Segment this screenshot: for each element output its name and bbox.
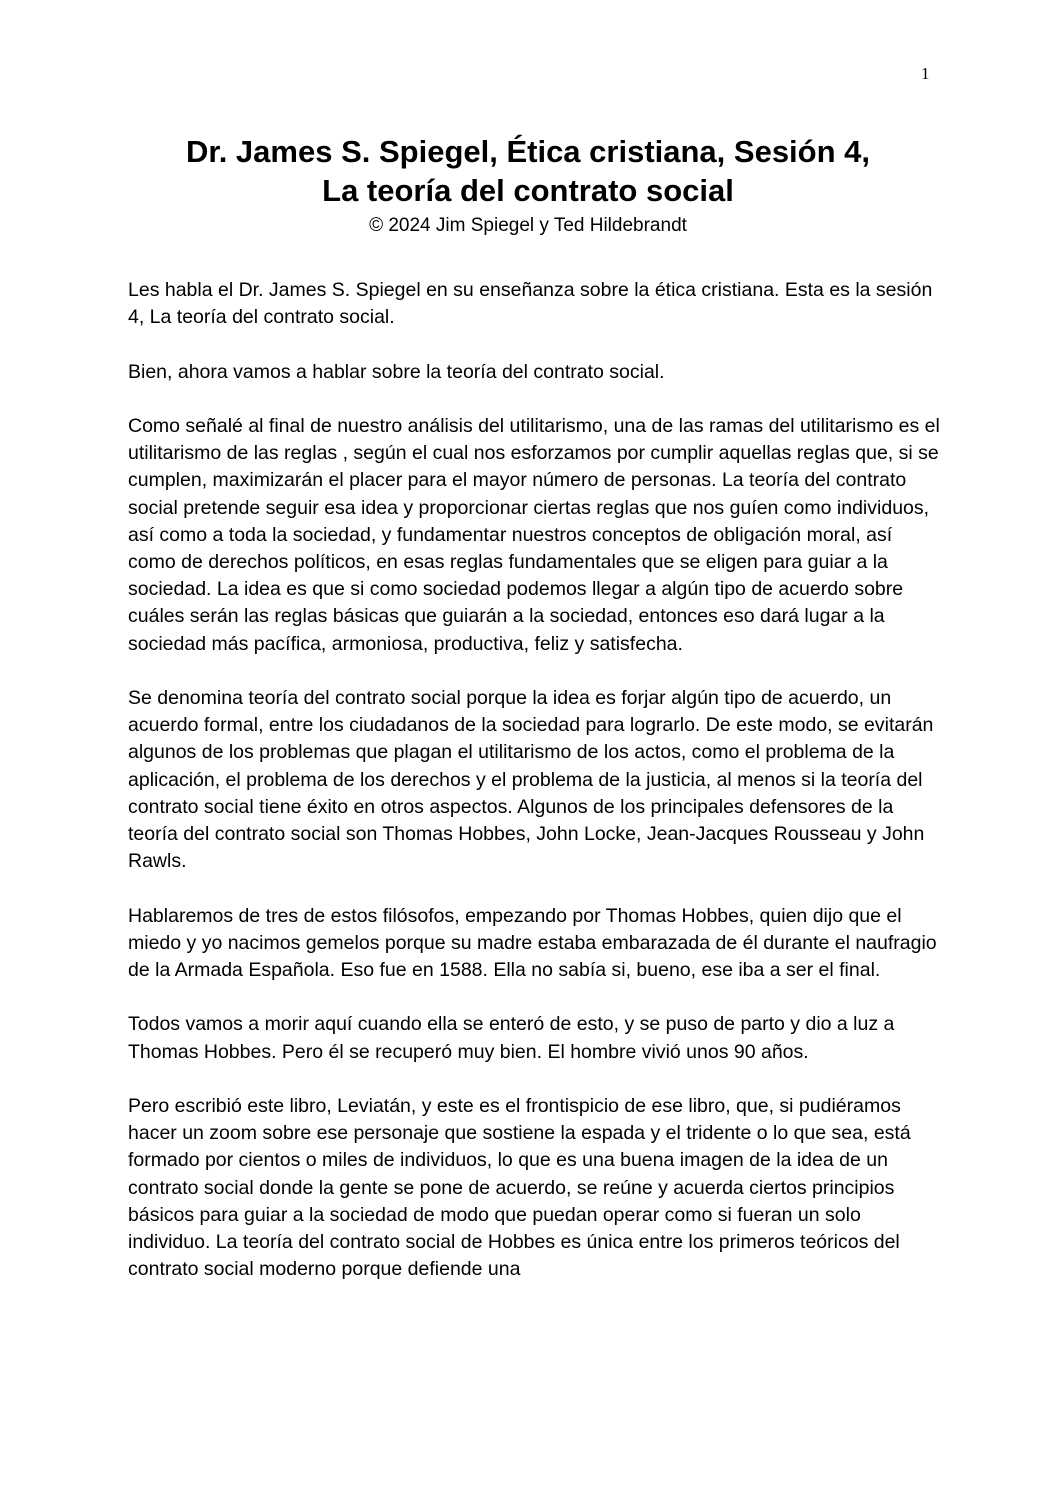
paragraph-intro: Les habla el Dr. James S. Spiegel en su enseñanza sobre la ética cristiana. Esta es la sesión 4, La teoría del contrato social. — [128, 279, 933, 329]
copyright-notice: © 2024 Jim Spiegel y Ted Hildebrandt — [369, 215, 687, 236]
title-line-2: La teoría del contrato social — [322, 173, 734, 208]
paragraph-rule-utilitarianism: Como señalé al final de nuestro análisis del utilitarismo, una de las ramas del utilitarismo es el utilitarismo de las reglas , según el cual nos esforzamos por cumplir aquellas reglas que, si se cumplen, maximizarán el placer para el mayor número de personas. La teoría del contrato social pretende seguir esa idea y proporcionar ciertas reglas que nos guíen como individuos, así como a toda la sociedad, y fundamentar nuestros conceptos de obligación moral, así como de derechos políticos, en esas reglas fundamentales que se eligen para guiar a la sociedad. La idea es que si como sociedad podemos llegar a algún tipo de acuerdo sobre cuáles serán las reglas básicas que guiarán a la sociedad, entonces eso dará lugar a la sociedad más pacífica, armoniosa, productiva, feliz y satisfecha. — [128, 414, 940, 655]
document-header — [128, 132, 928, 240]
paragraph-leviathan: Pero escribió este libro, Leviatán, y este es el frontispicio de ese libro, que, si pudiéramos hacer un zoom sobre ese personaje que sostiene la espada y el tridente o lo que sea, está formado por cientos o miles de individuos, lo que es una buena imagen de la idea de un contrato social donde la gente se pone de acuerdo, se reúne y acuerda ciertos principios básicos para guiar a la sociedad de modo que puedan operar como si fueran un solo individuo. La teoría del contrato social de Hobbes es única entre los primeros teóricos del contrato social moderno porque defiende una — [128, 1095, 911, 1281]
paragraph-hobbes-life: Todos vamos a morir aquí cuando ella se enteró de esto, y se puso de parto y dio a luz a Thomas Hobbes. Pero él se recuperó muy bien. El hombre vivió unos 90 años. — [128, 1013, 895, 1063]
page-number: 1 — [921, 64, 930, 83]
document-body — [128, 277, 943, 1311]
paragraph-transition: Bien, ahora vamos a hablar sobre la teoría del contrato social. — [128, 360, 665, 383]
paragraph-contract-definition: Se denomina teoría del contrato social porque la idea es forjar algún tipo de acuerdo, un acuerdo formal, entre los ciudadanos de la sociedad para lograrlo. De este modo, se evitarán algunos de los problemas que plagan el utilitarismo de los actos, como el problema de la aplicación, el problema de los derechos y el problema de la justicia, al menos si la teoría del contrato social tiene éxito en otros aspectos. Algunos de los principales defensores de la teoría del contrato social son Thomas Hobbes, John Locke, Jean-Jacques Rousseau y John Rawls. — [128, 687, 934, 873]
paragraph-hobbes-birth: Hablaremos de tres de estos filósofos, empezando por Thomas Hobbes, quien dijo que el miedo y yo nacimos gemelos porque su madre estaba embarazada de él durante el naufragio de la Armada Española. Eso fue en 1588. Ella no sabía si, bueno, ese iba a ser el final. — [128, 904, 937, 982]
title-line-1: Dr. James S. Spiegel, Ética cristiana, Sesión 4, — [185, 134, 871, 169]
